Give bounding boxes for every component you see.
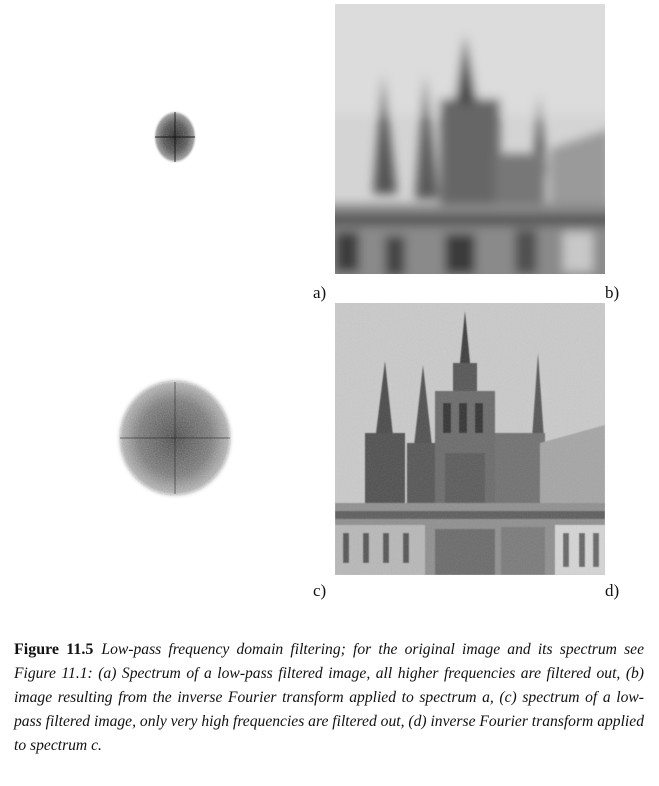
filtered-castle-image: [335, 303, 605, 575]
figure-caption: [14, 638, 644, 758]
panel-label-d: d): [605, 581, 620, 600]
spectrum-small-image: [40, 0, 310, 285]
blurred-castle-panel: [335, 4, 605, 274]
panel-label-b: b): [605, 283, 620, 302]
spectrum-large-panel: [40, 300, 310, 585]
spectrum-small-panel: [40, 0, 310, 285]
spectrum-large-image: [40, 300, 310, 585]
panel-label-a: a): [313, 283, 327, 302]
figure-label: Figure 11.5: [14, 641, 94, 658]
panel-label-c: c): [313, 581, 327, 600]
filtered-castle-panel: [335, 303, 605, 575]
blurred-castle-image: [335, 4, 605, 274]
figure-caption-text: Low-pass frequency domain filtering; for the original image and its spectrum see Figure 11.1: (a) Spectrum of a low-pass filtered image, all higher frequencies are filtered out, (b) image resulting from the inverse Fourier transform applied to spectrum a, (c) spectrum of a low-pass filtered image, only very high frequencies are filtered out, (d) inverse Fourier transform applied to spectrum c.: [14, 641, 644, 754]
